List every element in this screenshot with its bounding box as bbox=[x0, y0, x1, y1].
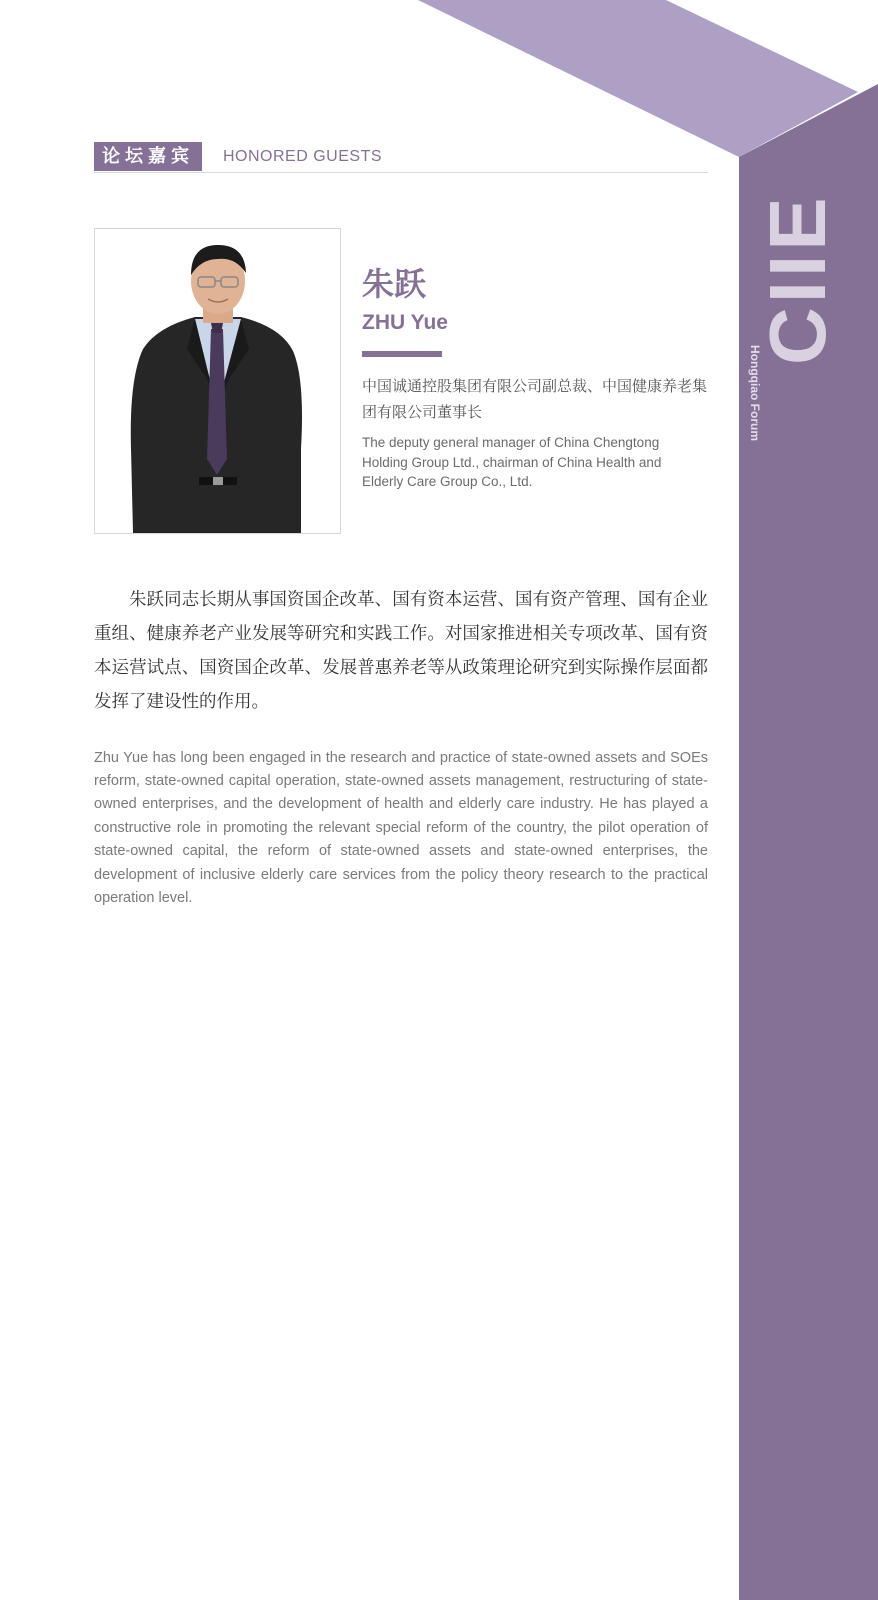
ciie-logo: CIIE bbox=[753, 193, 842, 365]
name-underline bbox=[362, 351, 442, 357]
speaker-bio-en: Zhu Yue has long been engaged in the research and practice of state-owned assets and SOEs reform, state-owned capital operation, state-owned assets management, restructuring of state-owned enterprises, and the development of health and elderly care industry. He has played a constructive role in promoting the relevant special reform of the country, the pilot operation of state-owned capital, the reform of state-owned assets and state-owned enterprises, the development of inclusive elderly care services from the policy theory research to the practical operation level. bbox=[94, 749, 708, 906]
speaker-title-en: The deputy general manager of China Chengtong Holding Group Ltd., chairman of China Health and Elderly Care Group Co., Ltd. bbox=[362, 435, 662, 489]
speaker-portrait bbox=[94, 228, 341, 534]
portrait-illustration bbox=[95, 229, 340, 533]
forum-label: Hongqiao Forum bbox=[748, 345, 762, 441]
speaker-title-cn: 中国诚通控股集团有限公司副总裁、中国健康养老集团有限公司董事长 bbox=[362, 377, 708, 421]
section-label-en: HONORED GUESTS bbox=[223, 148, 383, 165]
speaker-name-cn: 朱跃 bbox=[362, 265, 427, 303]
section-label-cn: 论坛嘉宾 bbox=[94, 142, 202, 171]
speaker-name-en: ZHU Yue bbox=[362, 311, 448, 334]
section-header bbox=[94, 142, 708, 173]
speaker-bio-cn: 朱跃同志长期从事国资国企改革、国有资本运营、国有资产管理、国有企业重组、健康养老产业发展等研究和实践工作。对国家推进相关专项改革、国有资本运营试点、国资国企改革、发展普惠养老等从政策理论研究到实际操作层面都发挥了建设性的作用。 bbox=[94, 589, 708, 712]
